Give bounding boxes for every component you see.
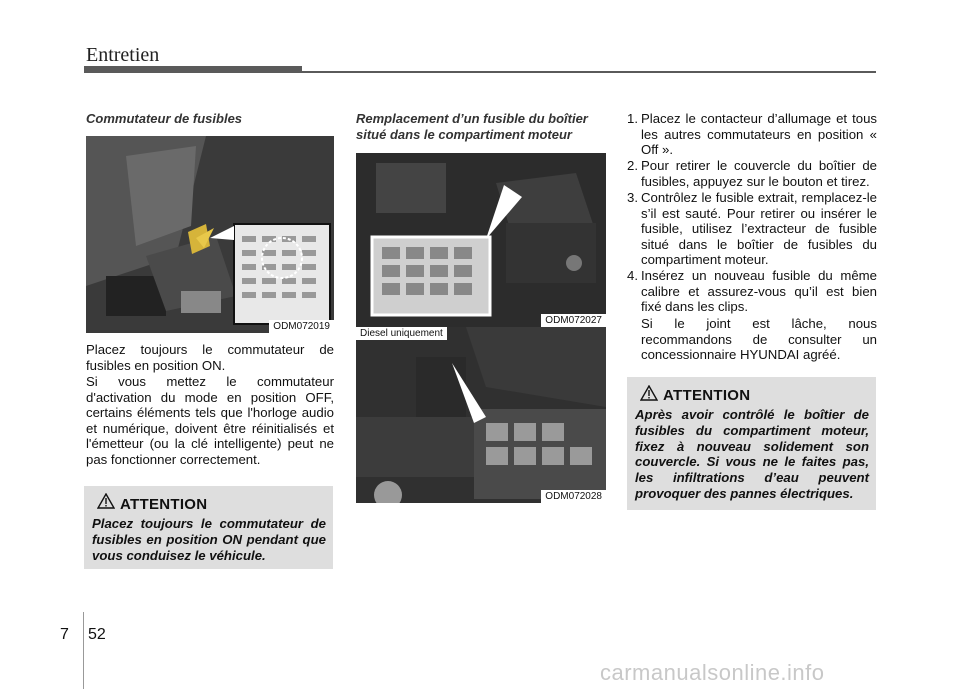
page-number: 52	[88, 626, 106, 643]
attention-text: Après avoir contrôlé le boîtier de fusibles du compartiment moteur, fixez à nouveau solidement son couvercle. Si vous ne le faites pas, les infiltrations d’eau peuvent provoquer des pannes électriques.	[635, 407, 869, 501]
diesel-caption: Diesel uniquement	[356, 327, 447, 340]
step-number: 2.	[627, 158, 638, 173]
step-text: Insérez un nouveau fusible du même calibre et assurez-vous qu’il est bien fixé dans les clips.	[641, 268, 877, 315]
step-note: Si le joint est lâche, nous recommandons de consulter un concessionnaire HYUNDAI agréé.	[641, 316, 877, 363]
step-number: 1.	[627, 111, 638, 126]
chapter-number: 7	[60, 626, 69, 643]
paragraph: Placez toujours le commutateur de fusibles en position ON.	[86, 342, 334, 373]
attention-label: ATTENTION	[120, 496, 208, 513]
image-code-label: ODM072028	[541, 490, 606, 503]
image-code-label: ODM072019	[269, 320, 334, 333]
image-code-label: ODM072027	[541, 314, 606, 327]
attention-box	[627, 377, 876, 510]
step-item	[627, 190, 877, 268]
engine-fuse-box-photo	[356, 153, 606, 327]
warning-triangle-icon	[640, 385, 658, 401]
section-heading-engine-fuse: Remplacement d’un fusible du boîtier situé dans le compartiment moteur	[356, 111, 588, 142]
paragraph: Si vous mettez le commutateur d'activation du mode en position OFF, certains éléments tels que l'horloge audio et numérique, doivent être réinitialisés et l'émetteur (ou la clé intelligente) peut ne pas fonctionner correctement.	[86, 374, 334, 467]
step-text: Placez le contacteur d’allumage et tous les autres commutateurs en position « Off ».	[641, 111, 877, 158]
warning-triangle-icon	[97, 493, 115, 509]
step-text: Contrôlez le fusible extrait, remplacez-le s’il est sauté. Pour retirer ou insérer le fusible, utilisez l’extracteur de fusible situé dans le boîtier de fusibles du compartiment moteur.	[641, 190, 877, 268]
page-header-title: Entretien	[86, 44, 160, 66]
attention-box	[84, 486, 333, 569]
attention-text: Placez toujours le commutateur de fusibles en position ON pendant que vous conduisez le véhicule.	[92, 516, 326, 563]
section-heading-fuse-switch: Commutateur de fusibles	[86, 111, 243, 126]
step-number: 3.	[627, 190, 638, 205]
step-item	[627, 268, 877, 315]
diesel-engine-photo	[356, 327, 606, 503]
step-number: 4.	[627, 268, 638, 283]
step-item	[627, 158, 877, 189]
step-text: Pour retirer le couvercle du boîtier de fusibles, appuyez sur le bouton et tirez.	[641, 158, 877, 189]
header-rule-thin	[84, 71, 876, 73]
step-item	[627, 111, 877, 158]
fuse-switch-photo	[86, 136, 334, 333]
watermark-text: carmanualsonline.info	[600, 660, 825, 685]
page-number-divider	[83, 612, 84, 689]
attention-label: ATTENTION	[663, 387, 751, 404]
